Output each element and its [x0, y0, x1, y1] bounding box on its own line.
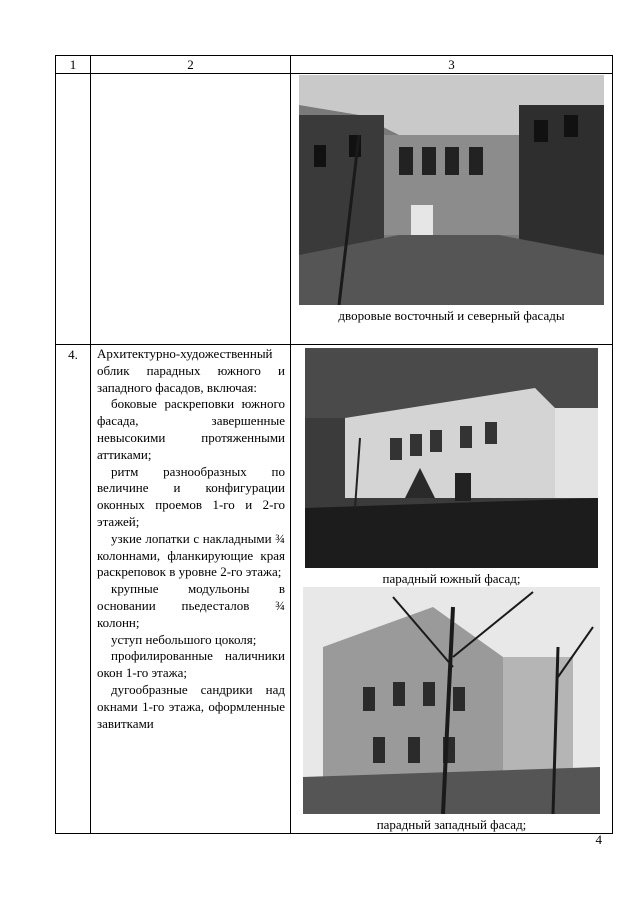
description-paragraph: крупные модульоны в основании пьедесталов ¾ колонн; — [97, 581, 285, 630]
empty-cell — [56, 74, 91, 345]
description-paragraph: профилированные наличники окон 1-го этажа; — [97, 648, 285, 681]
south-facade-caption: парадный южный фасад; — [382, 571, 521, 586]
header-col-2: 2 — [91, 56, 291, 74]
empty-cell — [91, 74, 291, 345]
row-number: 4. — [56, 345, 91, 834]
west-facade-photo — [303, 587, 600, 814]
table-row-4 — [56, 345, 613, 834]
description-paragraph: боковые раскреповки южного фасада, завершенные невысокими протяженными аттиками; — [97, 396, 285, 462]
courtyard-photo-cell — [291, 74, 613, 345]
courtyard-caption: дворовые восточный и северный фасады — [338, 308, 565, 323]
west-facade-caption: парадный западный фасад; — [376, 817, 527, 832]
courtyard-photo — [299, 75, 604, 305]
monument-table — [55, 55, 613, 834]
table-row-continued — [56, 74, 613, 345]
description-cell — [91, 345, 291, 834]
facade-photos-cell — [291, 345, 613, 834]
description-paragraph: Архитектурно-художественный облик парадных южного и западного фасадов, включая: — [97, 346, 285, 395]
header-col-1: 1 — [56, 56, 91, 74]
header-row — [56, 56, 613, 74]
page-number: 4 — [595, 832, 602, 847]
description-paragraph: дугообразные сандрики над окнами 1-го этажа, оформленные завитками — [97, 681, 285, 731]
header-col-3: 3 — [291, 56, 613, 74]
description-paragraph: узкие лопатки с накладными ¾ колоннами, фланкирующие края раскреповок в уровне 2-го этажа; — [97, 530, 285, 580]
description-paragraph: уступ небольшого цоколя; — [111, 631, 257, 647]
south-facade-photo — [305, 348, 598, 568]
description-paragraph: ритм разнообразных по величине и конфигурации оконных проемов 1-го и 2-го этажей; — [97, 463, 285, 529]
